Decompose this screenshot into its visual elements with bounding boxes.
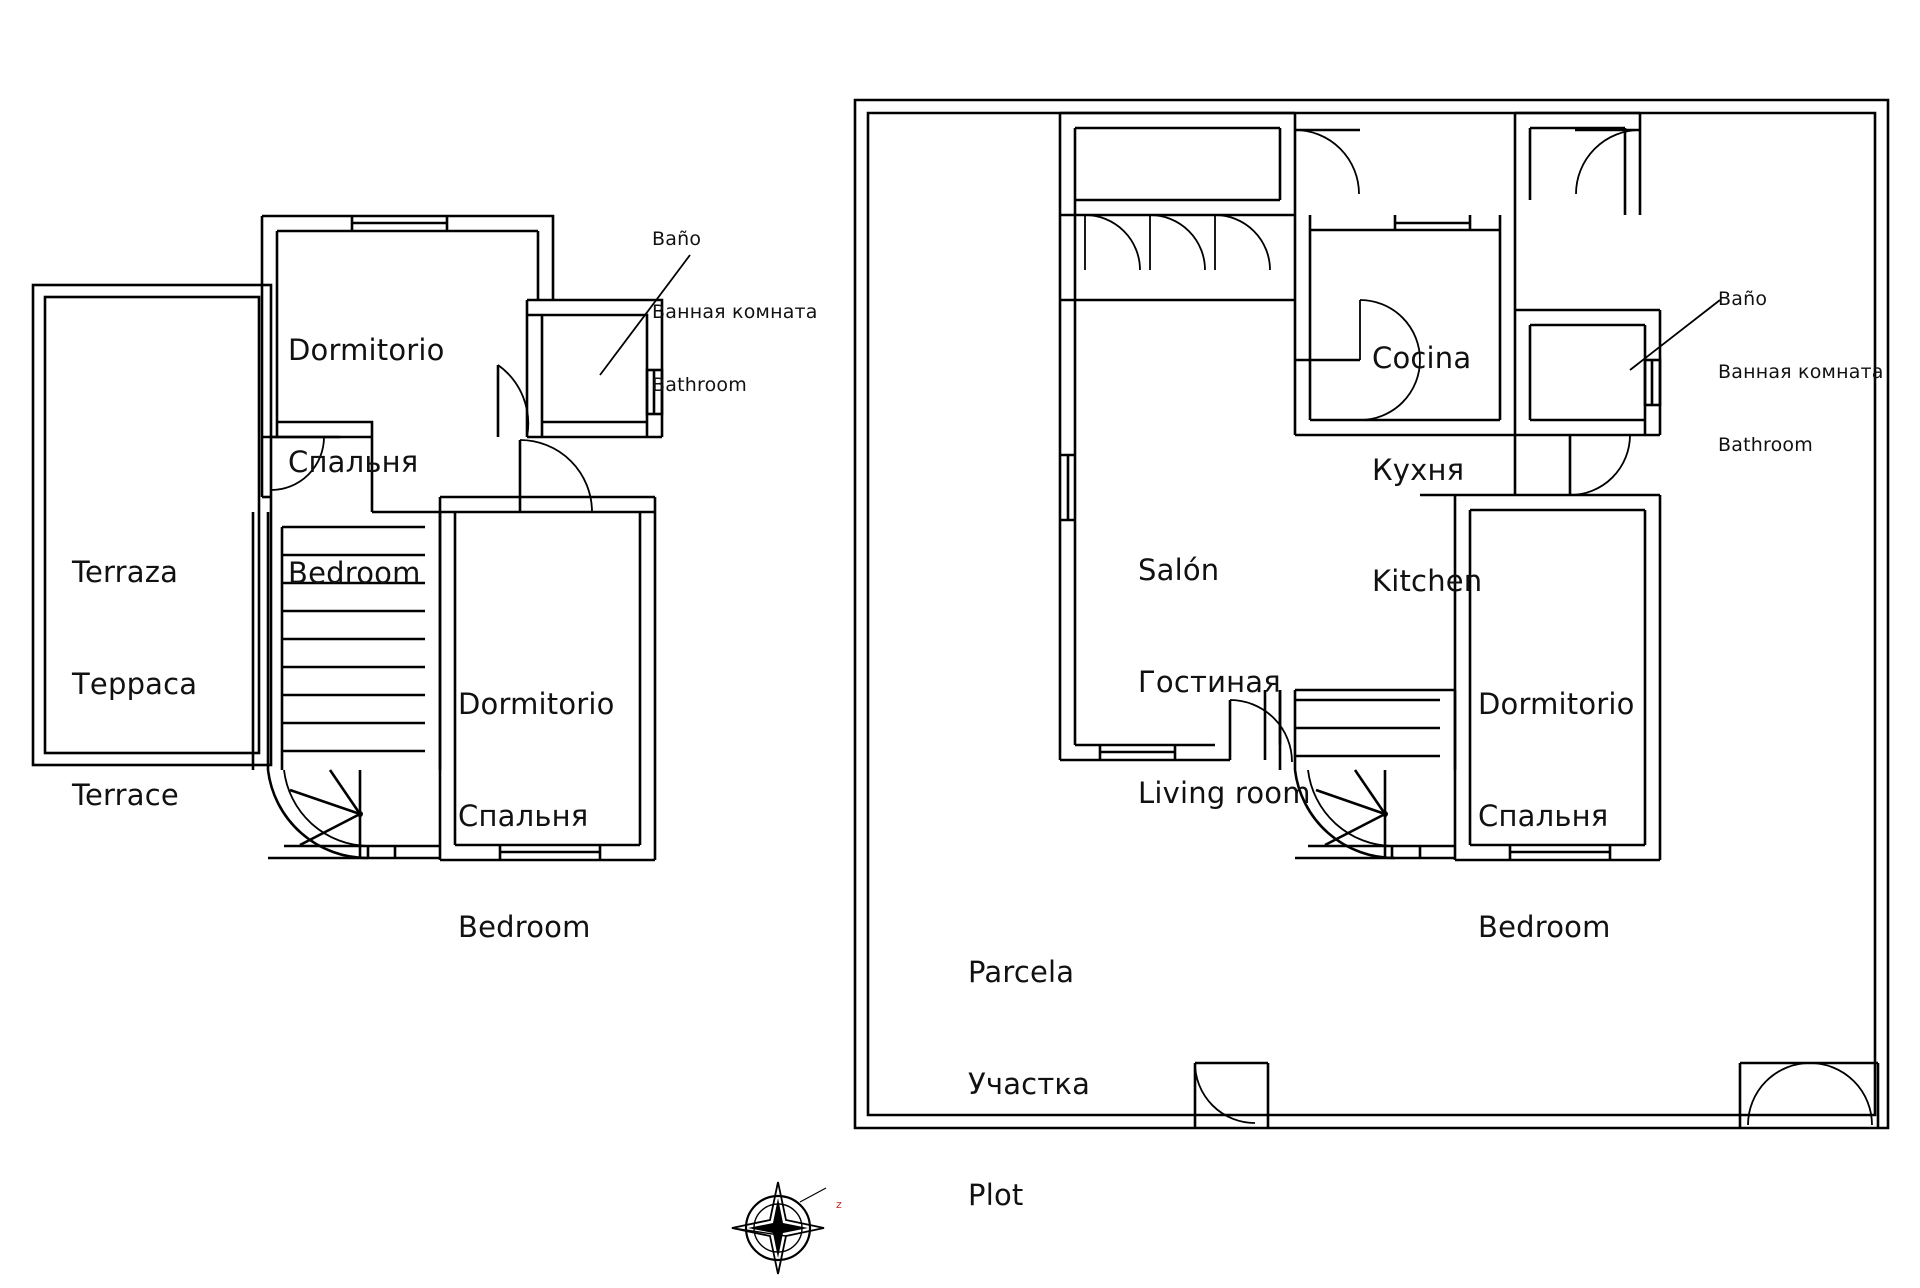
label-line-ru: Участка — [968, 1066, 1091, 1101]
door-bathroom-ground — [1515, 435, 1630, 495]
label-line-en: Terrace — [72, 777, 179, 812]
room-label-bedroom-upper-top — [288, 258, 445, 666]
label-line-ru: Гостиная — [1138, 664, 1281, 699]
label-line-en: Bedroom — [1478, 909, 1611, 944]
room-label-plot — [968, 880, 1090, 1288]
plot-gates — [1195, 1063, 1878, 1128]
label-line-ru: Терраса — [72, 666, 198, 701]
callout-bathroom-upper — [652, 178, 818, 445]
label-line-es: Dormitorio — [288, 333, 445, 368]
label-line-en: Living room — [1138, 775, 1311, 810]
label-line-en: Bedroom — [458, 909, 591, 944]
bathroom-ground-walls — [1515, 310, 1660, 435]
label-line-es: Parcela — [968, 955, 1075, 990]
label-line-ru: Ванная комната — [652, 300, 818, 323]
door-bedroom-lower — [520, 440, 592, 512]
label-line-ru: Спальня — [458, 798, 589, 833]
label-line-en: Bathroom — [1718, 433, 1813, 456]
compass-marker: z — [836, 1198, 842, 1211]
callout-bathroom-ground — [1718, 238, 1884, 505]
living-room-window-bank — [1060, 200, 1295, 300]
label-line-es: Dormitorio — [458, 687, 615, 722]
label-line-ru: Кухня — [1372, 452, 1465, 487]
label-line-ru: Спальня — [1478, 798, 1609, 833]
label-line-ru: Спальня — [288, 444, 419, 479]
label-line-es: Cocina — [1372, 341, 1472, 376]
door-bathroom-outside — [1575, 130, 1640, 194]
room-label-bedroom-upper-bottom — [458, 612, 615, 1020]
room-label-living-room — [1138, 478, 1311, 886]
label-line-es: Baño — [1718, 287, 1768, 310]
label-line-es: Baño — [652, 227, 702, 250]
label-line-ru: Ванная комната — [1718, 360, 1884, 383]
room-label-kitchen — [1372, 266, 1482, 674]
label-line-en: Bathroom — [652, 373, 747, 396]
room-label-terrace — [72, 480, 197, 888]
label-line-en: Plot — [968, 1177, 1024, 1212]
compass-rose — [732, 1182, 826, 1274]
label-line-en: Bedroom — [288, 555, 421, 590]
label-line-es: Terraza — [72, 555, 179, 590]
label-line-es: Salón — [1138, 553, 1220, 588]
label-line-en: Kitchen — [1372, 563, 1483, 598]
door-kitchen-outside — [1295, 130, 1360, 194]
label-line-es: Dormitorio — [1478, 687, 1635, 722]
door-bathroom-upper — [498, 365, 528, 437]
room-label-bedroom-ground — [1478, 612, 1635, 1020]
